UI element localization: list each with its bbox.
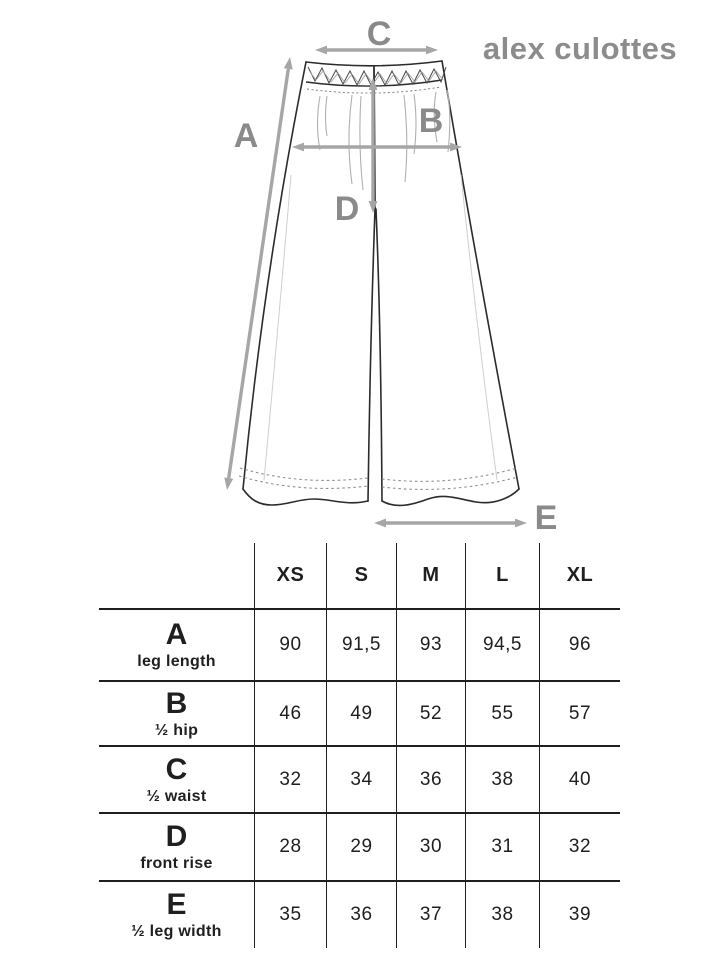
value-cell: 55 [465, 680, 539, 745]
row-measure-name: ½ hip [154, 721, 199, 739]
value-cell: 57 [539, 680, 620, 745]
size-header-xs: XS [254, 543, 326, 608]
value-cell: 35 [254, 880, 326, 948]
measure-label-c: C [366, 15, 392, 53]
row-measure-name: front rise [140, 855, 213, 872]
value-cell: 31 [465, 812, 539, 880]
value-cell: 36 [396, 745, 465, 812]
value-cell: 38 [465, 880, 539, 948]
row-label-half-waist [99, 745, 254, 812]
measure-label-b: B [418, 102, 444, 140]
value-cell: 40 [539, 745, 620, 812]
row-letter: D [165, 820, 188, 853]
right-inner-seam [376, 209, 382, 501]
right-hem-edge [382, 489, 519, 505]
value-cell: 32 [539, 812, 620, 880]
measure-label-d: D [334, 190, 360, 228]
row-label-leg-length [99, 608, 254, 680]
value-cell: 94,5 [465, 608, 539, 680]
measure-arrow-e [374, 519, 527, 528]
value-cell: 32 [254, 745, 326, 812]
size-header-xl: XL [539, 543, 620, 608]
row-label-front-rise [99, 812, 254, 880]
pants-outline [243, 61, 519, 505]
row-letter: A [165, 618, 188, 651]
left-inner-seam [368, 209, 375, 501]
value-cell: 49 [326, 680, 396, 745]
row-measure-name: leg length [137, 653, 216, 670]
size-header-s: S [326, 543, 396, 608]
row-letter: E [166, 888, 187, 921]
value-cell: 93 [396, 608, 465, 680]
value-cell: 91,5 [326, 608, 396, 680]
size-header-m: M [396, 543, 465, 608]
table-corner-spacer [99, 543, 254, 608]
row-letter: C [165, 752, 188, 786]
row-measure-name: ½ waist [146, 787, 207, 805]
row-letter: B [165, 686, 188, 720]
value-cell: 28 [254, 812, 326, 880]
size-table [99, 543, 620, 948]
row-measure-name: ½ leg width [131, 923, 222, 940]
waist-top-edge [306, 61, 442, 66]
measure-label-e: E [534, 499, 558, 537]
row-label-half-leg-width [99, 880, 254, 948]
value-cell: 37 [396, 880, 465, 948]
measure-label-a: A [233, 117, 259, 155]
value-cell: 29 [326, 812, 396, 880]
value-cell: 30 [396, 812, 465, 880]
value-cell: 96 [539, 608, 620, 680]
size-header-l: L [465, 543, 539, 608]
value-cell: 52 [396, 680, 465, 745]
hem-stitching [239, 468, 518, 489]
value-cell: 39 [539, 880, 620, 948]
row-label-half-hip [99, 680, 254, 745]
value-cell: 90 [254, 608, 326, 680]
value-cell: 34 [326, 745, 396, 812]
leg-crease-lines [264, 175, 497, 480]
measure-arrow-b [292, 143, 462, 152]
value-cell: 36 [326, 880, 396, 948]
value-cell: 38 [465, 745, 539, 812]
right-outer-seam [442, 61, 519, 489]
left-hem-edge [243, 489, 368, 505]
value-cell: 46 [254, 680, 326, 745]
page-title: alex culottes [482, 31, 678, 66]
